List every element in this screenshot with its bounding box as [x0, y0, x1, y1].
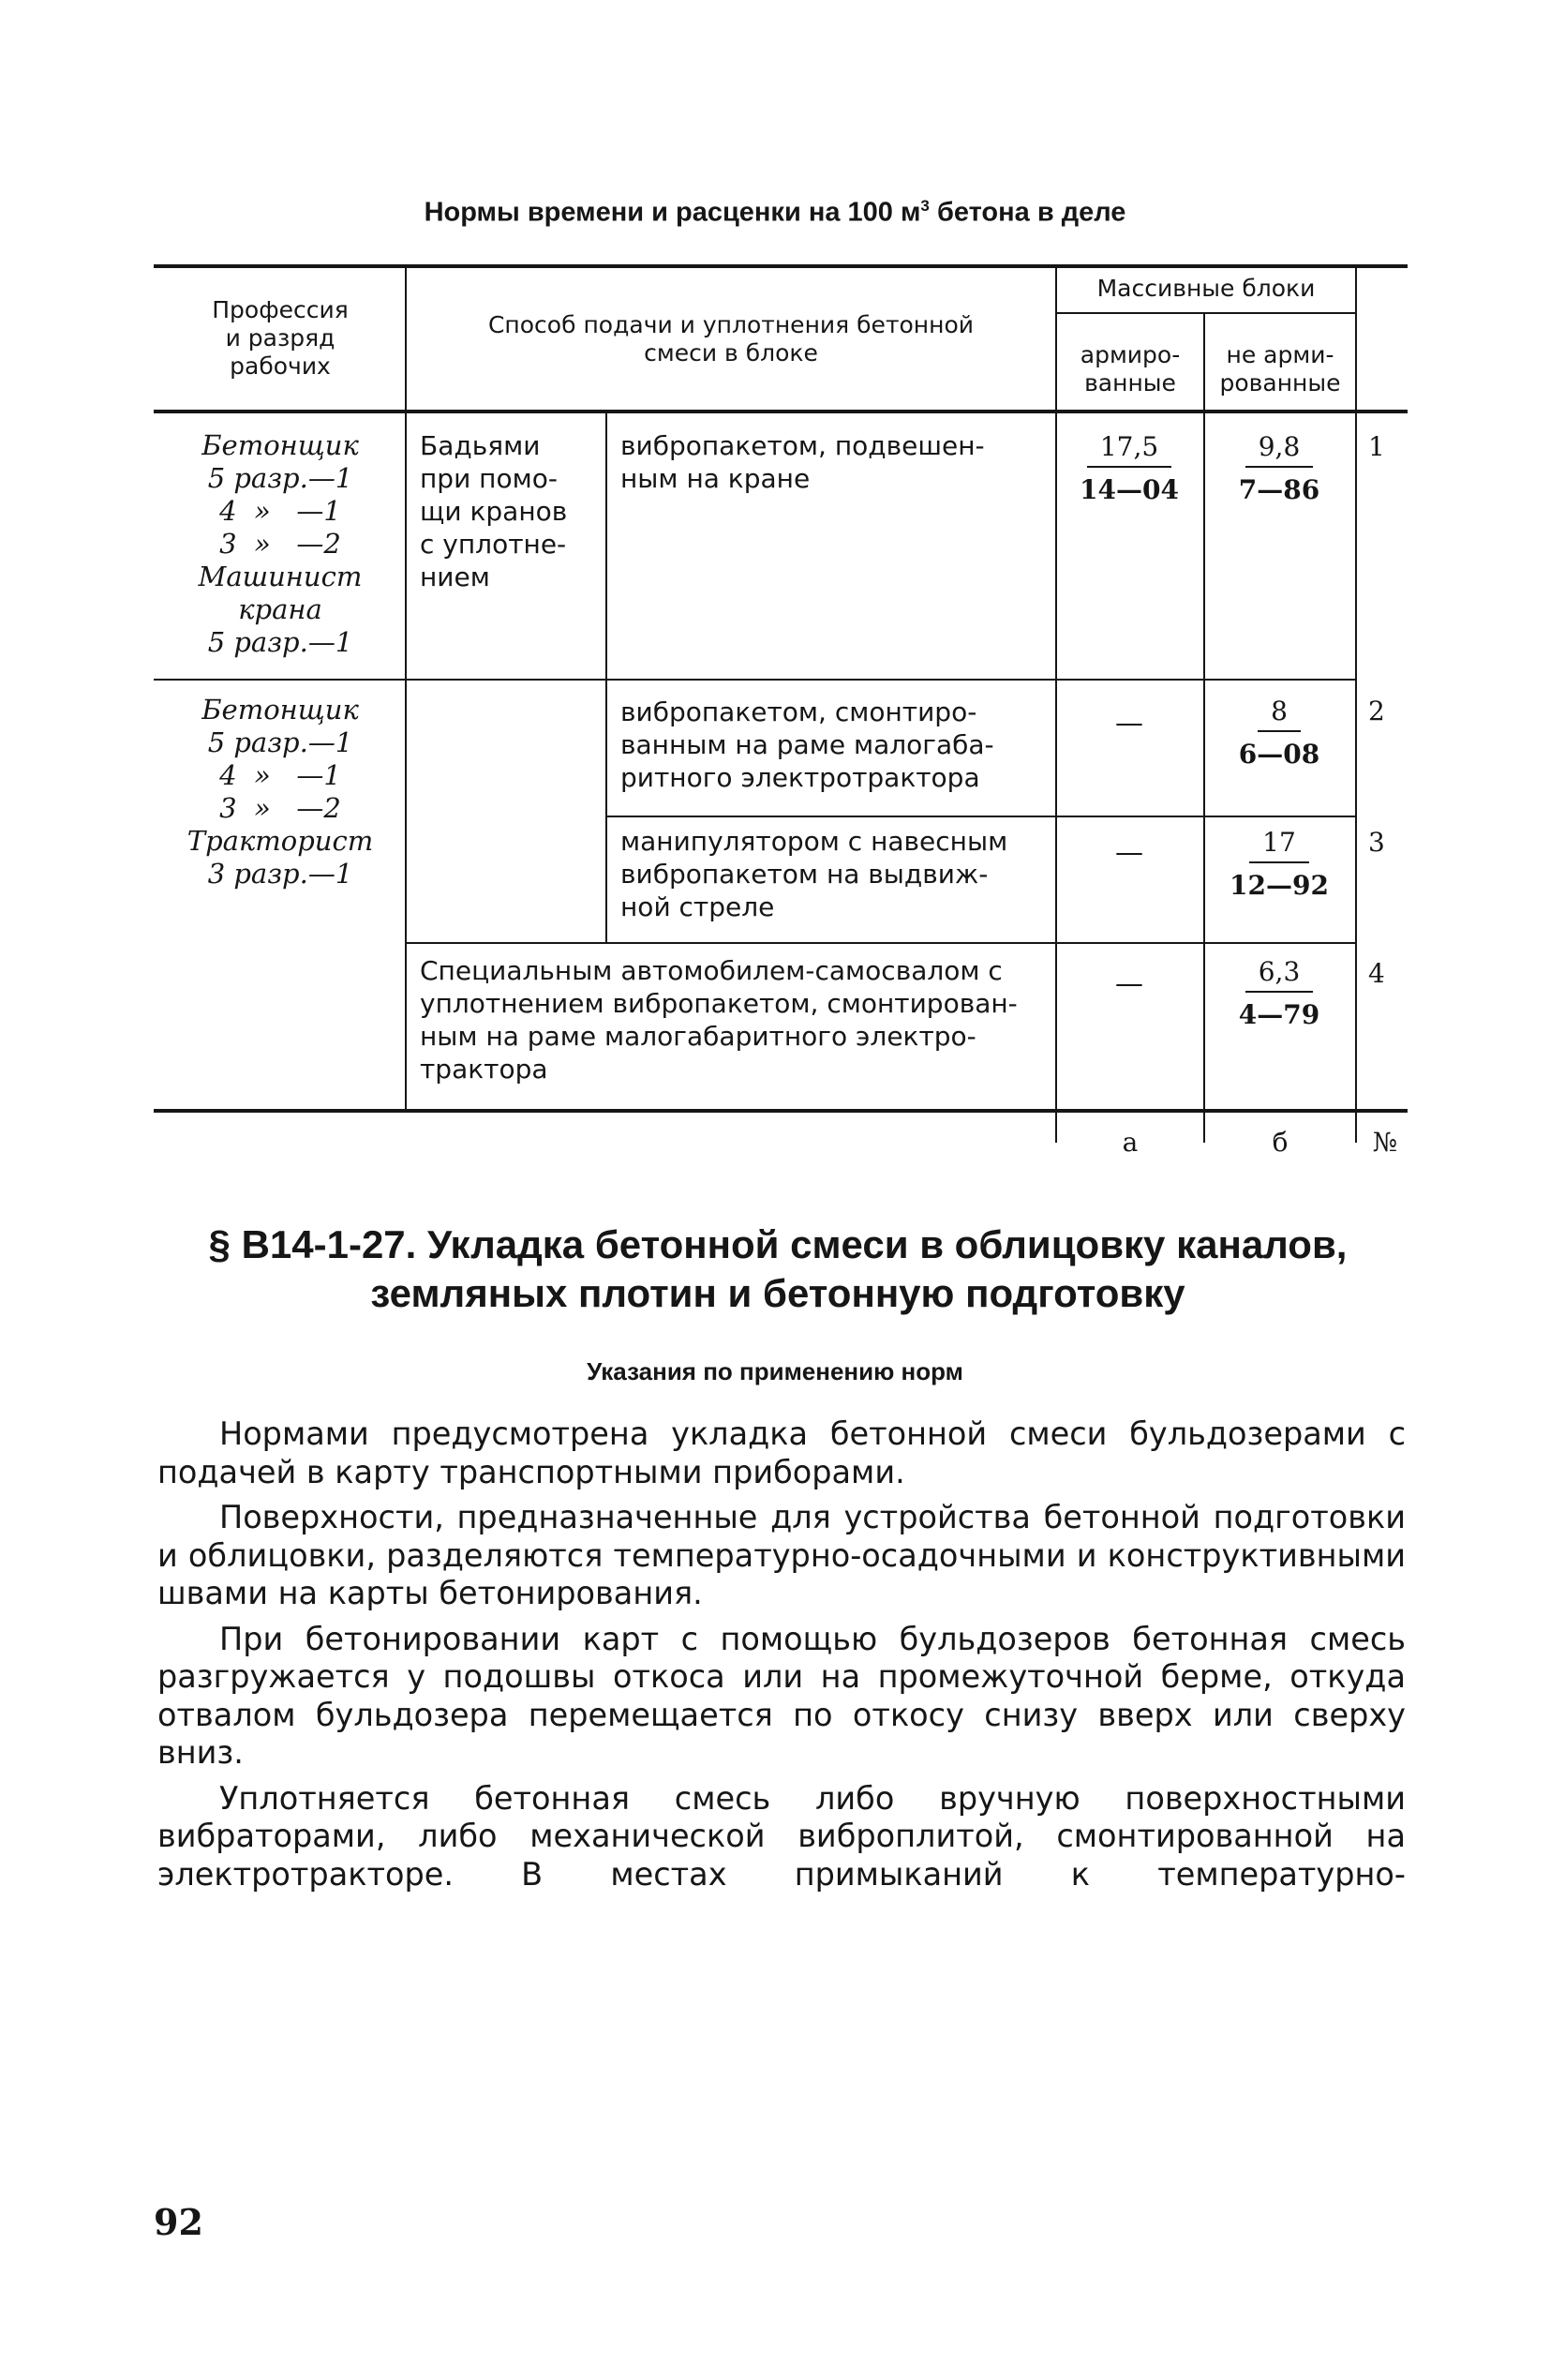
header-unreinforced: не арми- рованные [1219, 341, 1341, 397]
section-title: § В14-1-27. Укладка бетонной смеси в облицовку каналов, земляных плотин и бетонную подготовку [208, 1222, 1348, 1315]
row-4-unreinforced: 6,3 4—79 [1238, 956, 1320, 1030]
row-4-reinforced: — [1115, 967, 1143, 1000]
row-2-reinforced: — [1115, 707, 1143, 740]
row-4-number: 4 [1368, 958, 1385, 989]
header-reinforced: армиро- ванные [1080, 341, 1181, 397]
page-number: 92 [154, 2201, 203, 2243]
header-profession: Профессия и разряд рабочих [212, 296, 349, 380]
table-title: Нормы времени и расценки на 100 $м^3$ бетона в деле [424, 197, 1126, 228]
row-2-number: 2 [1368, 696, 1385, 726]
row-3-reinforced: — [1115, 836, 1143, 869]
crew-1: Бетонщик 5 разр.—1 4 » —1 3 » —2 Машинист крана 5 разр.—1 [198, 429, 363, 658]
row-1-number: 1 [1368, 431, 1385, 462]
paragraph: При бетонировании карт с помощью бульдозеров бетонная смесь разгружается у подошвы откоса или на промежуточной берме, откуда отвалом бульдозера перемещается по откосу снизу вверх или сверху вниз. [157, 1620, 1406, 1771]
crew-2: Бетонщик 5 разр.—1 4 » —1 3 » —2 Тракторист 3 разр.—1 [186, 694, 374, 890]
row-3-method: манипулятором с навесным вибропакетом на выдвиж- ной стреле [620, 826, 1008, 922]
row-2-unreinforced: 8 6—08 [1238, 696, 1320, 770]
notes-subheading: Указания по применению норм [587, 1357, 963, 1385]
header-method: Способ подачи и уплотнения бетонной смеси в блоке [487, 311, 975, 367]
row-3-number: 3 [1368, 827, 1385, 858]
column-key-number: № [1372, 1127, 1398, 1158]
body-text [157, 1415, 1406, 1901]
row-2-method: вибропакетом, смонтиро- ванным на раме малогаба- ритного электротрактора [620, 696, 994, 793]
row-1-method: вибропакетом, подвешен- ным на кране [620, 430, 985, 494]
column-key-a: а [1122, 1127, 1139, 1158]
method-buckets: Бадьями при помо- щи кранов с уплотне- нием [420, 430, 568, 592]
row-1-unreinforced: 9,8 7—86 [1238, 431, 1320, 505]
paragraph: Нормами предусмотрена укладка бетонной смеси бульдозерами с подачей в карту транспортными приборами. [157, 1415, 1406, 1490]
paragraph: Уплотняется бетонная смесь либо вручную поверхностными вибраторами, либо механической виброплитой, смонтированной на электротракторе. В местах примыканий к температурно- [157, 1779, 1406, 1893]
column-key-b: б [1272, 1127, 1289, 1158]
row-4-method: Специальным автомобилем-самосвалом с уплотнением вибропакетом, смонтирован- ным на раме малогабаритного электро- трактора [420, 955, 1018, 1085]
header-massive-blocks: Массивные блоки [1096, 275, 1316, 302]
row-1-reinforced: 17,5 14—04 [1080, 431, 1179, 505]
paragraph: Поверхности, предназначенные для устройства бетонной подготовки и облицовки, разделяются температурно-осадочными и конструктивными швами на карты бетонирования. [157, 1499, 1406, 1611]
row-3-unreinforced: 17 12—92 [1230, 827, 1329, 901]
